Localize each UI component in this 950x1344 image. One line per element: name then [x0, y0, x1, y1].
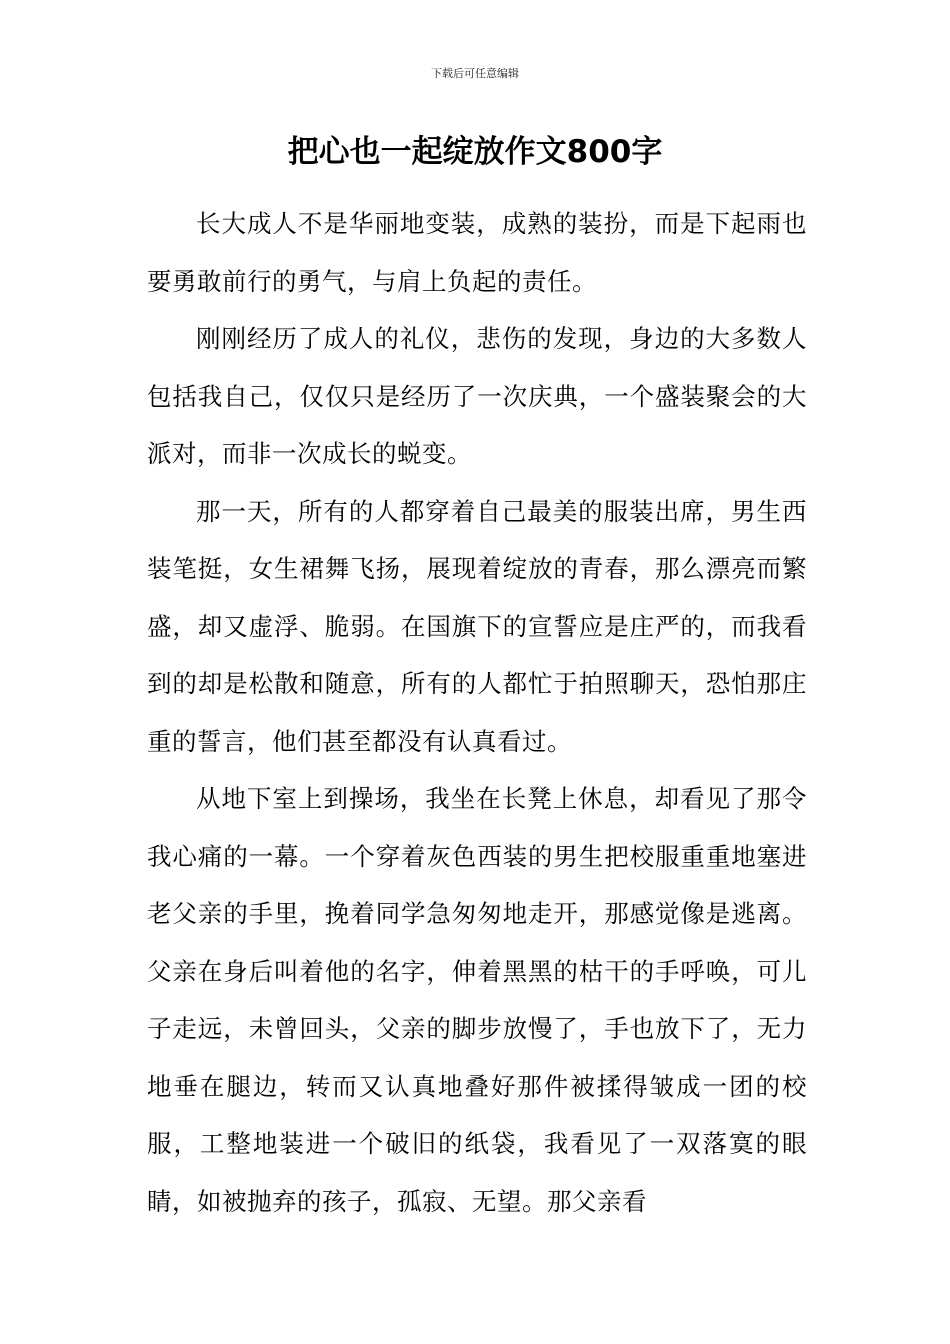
- document-body: [147, 195, 807, 1230]
- paragraph-1: 长大成人不是华丽地变装，成熟的装扮，而是下起雨也要勇敢前行的勇气，与肩上负起的责任。: [147, 209, 807, 296]
- header-note: 下载后可任意编辑: [431, 67, 519, 80]
- paragraph-3: 那一天，所有的人都穿着自己最美的服装出席，男生西装笔挺，女生裙舞飞扬，展现着绽放的青春，那么漂亮而繁盛，却又虚浮、脆弱。在国旗下的宣誓应是庄严的，而我看到的却是松散和随意，所有的人都忙于拍照聊天，恐怕那庄重的誓言，他们甚至都没有认真看过。: [147, 496, 807, 756]
- paragraph-2: 刚刚经历了成人的礼仪，悲伤的发现，身边的大多数人包括我自己，仅仅只是经历了一次庆典，一个盛装聚会的大派对，而非一次成长的蜕变。: [147, 324, 807, 468]
- document-title: 把心也一起绽放作文800字: [287, 134, 663, 170]
- paragraph-4: 从地下室上到操场，我坐在长凳上休息，却看见了那令我心痛的一幕。一个穿着灰色西装的男生把校服重重地塞进老父亲的手里，挽着同学急匆匆地走开，那感觉像是逃离。父亲在身后叫着他的名字，伸着黑黑的枯干的手呼唤，可儿子走远，未曾回头，父亲的脚步放慢了，手也放下了，无力地垂在腿边，转而又认真地叠好那件被揉得皱成一团的校服，工整地装进一个破旧的纸袋，我看见了一双落寞的眼睛，如被抛弃的孩子，孤寂、无望。那父亲看: [147, 784, 807, 1216]
